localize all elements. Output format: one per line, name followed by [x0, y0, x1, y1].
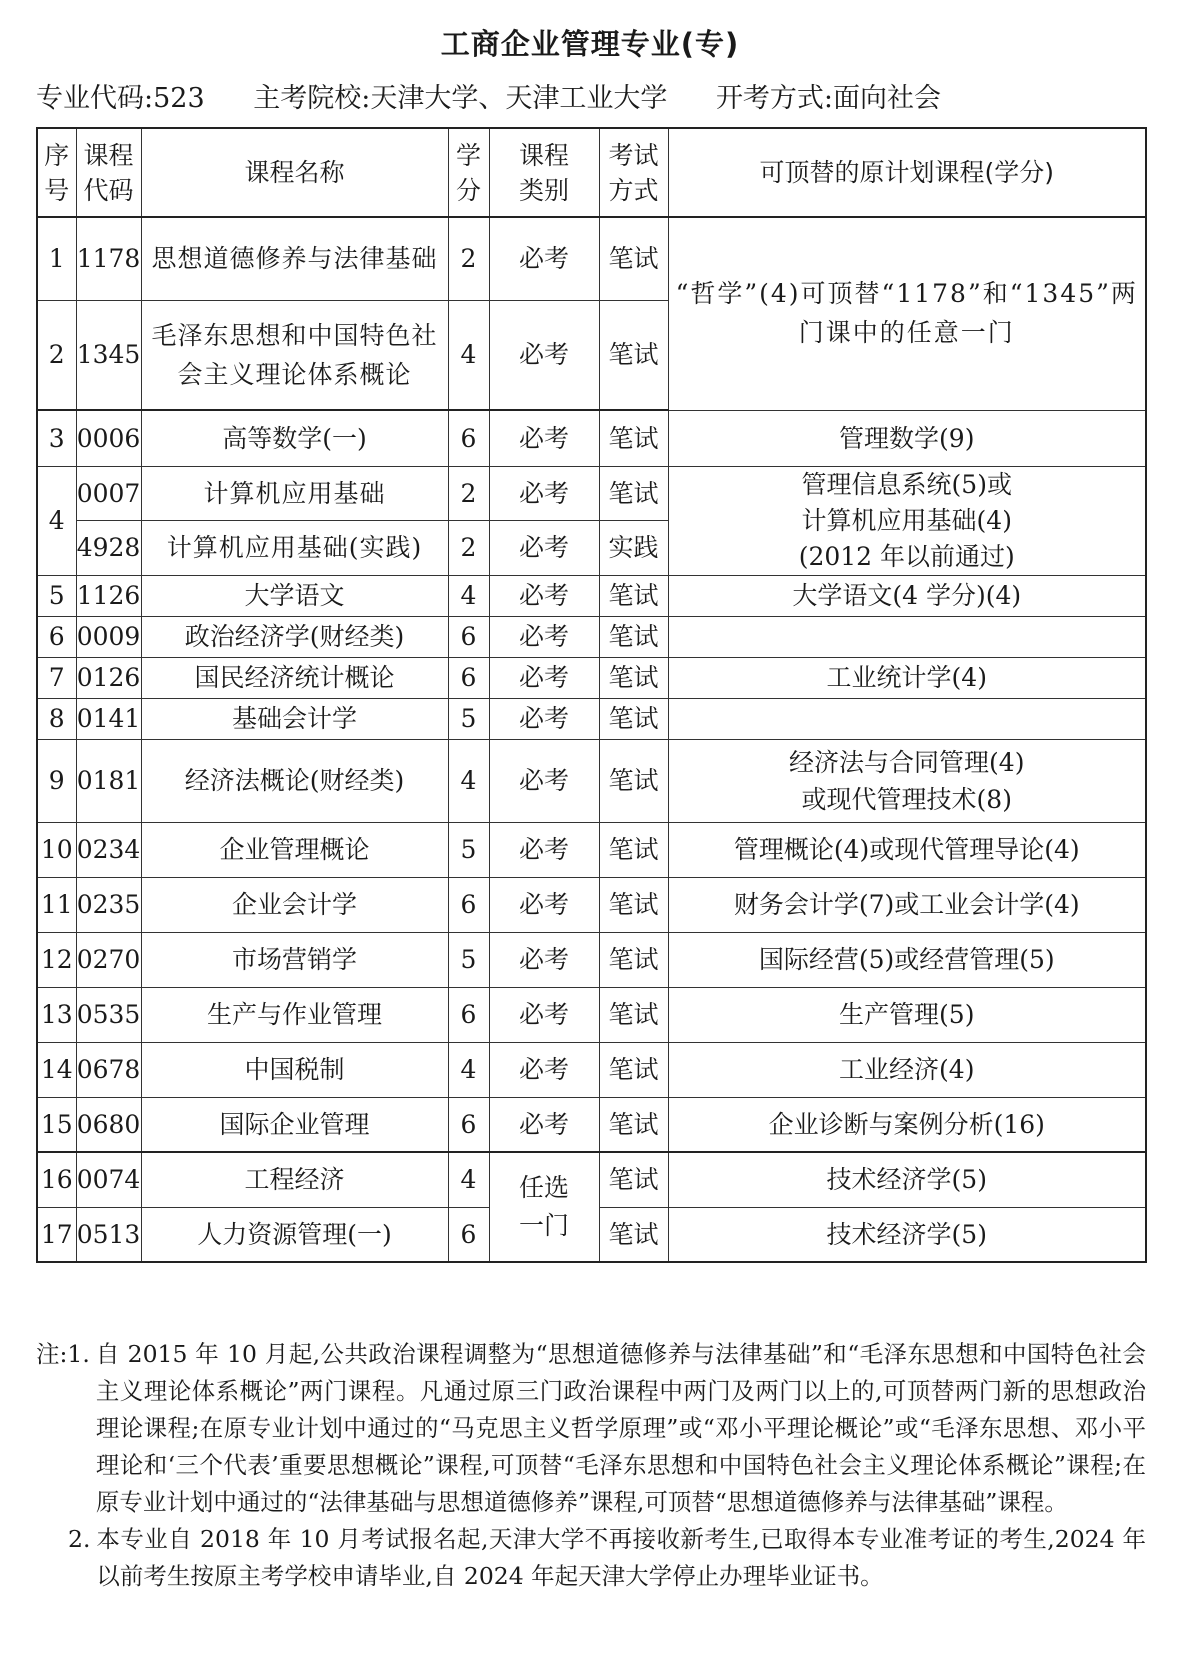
cell-name: 高等数学(一) [141, 410, 448, 466]
table-row [37, 1042, 1146, 1097]
cell-replace [668, 698, 1146, 739]
cell-exam: 笔试 [599, 987, 668, 1042]
cell-no: 11 [37, 877, 76, 932]
cell-category: 必考 [489, 300, 599, 410]
cell-no: 1 [37, 217, 76, 300]
table-row [37, 739, 1146, 822]
header-name: 课程名称 [141, 128, 448, 217]
cell-code: 0181 [76, 739, 141, 822]
cell-category: 必考 [489, 739, 599, 822]
major-code: 专业代码:523 [36, 83, 205, 114]
cell-credit: 5 [448, 822, 489, 877]
cell-name: 国际企业管理 [141, 1097, 448, 1152]
cell-replace: “哲学”(4)可顶替“1178”和“1345”两门课中的任意一门 [668, 217, 1146, 410]
cell-name: 计算机应用基础(实践) [141, 520, 448, 575]
cell-name: 经济法概论(财经类) [141, 739, 448, 822]
cell-code: 0126 [76, 657, 141, 698]
table-row [37, 575, 1146, 616]
cell-name: 毛泽东思想和中国特色社会主义理论体系概论 [141, 300, 448, 410]
cell-code: 0141 [76, 698, 141, 739]
cell-code: 0513 [76, 1207, 141, 1262]
cell-credit: 6 [448, 877, 489, 932]
cell-category: 必考 [489, 410, 599, 466]
cell-code: 1345 [76, 300, 141, 410]
cell-replace: 国际经营(5)或经营管理(5) [668, 932, 1146, 987]
cell-replace: 生产管理(5) [668, 987, 1146, 1042]
cell-category: 必考 [489, 987, 599, 1042]
cell-no: 4 [37, 466, 76, 575]
table-row [37, 1152, 1146, 1207]
cell-name: 企业会计学 [141, 877, 448, 932]
cell-no: 13 [37, 987, 76, 1042]
exam-mode: 开考方式:面向社会 [715, 83, 942, 114]
table-header-row [37, 128, 1146, 217]
cell-no: 10 [37, 822, 76, 877]
cell-name: 国民经济统计概论 [141, 657, 448, 698]
cell-replace: 管理数学(9) [668, 410, 1146, 466]
notes [36, 1336, 1146, 1595]
cell-no: 17 [37, 1207, 76, 1262]
cell-category: 必考 [489, 822, 599, 877]
cell-no: 2 [37, 300, 76, 410]
cell-category: 必考 [489, 520, 599, 575]
table-row [37, 877, 1146, 932]
cell-category: 必考 [489, 616, 599, 657]
cell-code: 0007 [76, 466, 141, 520]
cell-exam: 笔试 [599, 616, 668, 657]
table-row [37, 932, 1146, 987]
cell-credit: 4 [448, 1152, 489, 1207]
cell-credit: 2 [448, 466, 489, 520]
note-2 [68, 1521, 1146, 1595]
header-replace: 可顶替的原计划课程(学分) [668, 128, 1146, 217]
cell-exam: 笔试 [599, 657, 668, 698]
table-row [37, 698, 1146, 739]
header-credit: 学 分 [448, 128, 489, 217]
cell-credit: 6 [448, 1097, 489, 1152]
cell-code: 0680 [76, 1097, 141, 1152]
note-1-text: 自 2015 年 10 月起,公共政治课程调整为“思想道德修养与法律基础”和“毛泽东思想和中国特色社会主义理论体系概论”两门课程。凡通过原三门政治课程中两门及两门以上的,可顶替两门新的思想政治理论课程;在原专业计划中通过的“马克思主义哲学原理”或“邓小平理论概论”或“毛泽东思想、邓小平理论和‘三个代表’重要思想概论”课程,可顶替“毛泽东思想和中国特色社会主义理论体系概论”课程;在原专业计划中通过的“法律基础与思想道德修养”课程,可顶替“思想道德修养与法律基础”课程。 [95, 1340, 1146, 1516]
cell-no: 9 [37, 739, 76, 822]
cell-name: 市场营销学 [141, 932, 448, 987]
cell-no: 5 [37, 575, 76, 616]
cell-category: 必考 [489, 932, 599, 987]
cell-credit: 4 [448, 575, 489, 616]
cell-exam: 笔试 [599, 466, 668, 520]
cell-exam: 笔试 [599, 1097, 668, 1152]
cell-credit: 6 [448, 657, 489, 698]
cell-exam: 笔试 [599, 822, 668, 877]
table-row [37, 987, 1146, 1042]
cell-replace: 工业经济(4) [668, 1042, 1146, 1097]
cell-exam: 笔试 [599, 217, 668, 300]
table-row [37, 822, 1146, 877]
cell-no: 6 [37, 616, 76, 657]
cell-name: 中国税制 [141, 1042, 448, 1097]
cell-credit: 4 [448, 739, 489, 822]
cell-replace: 工业统计学(4) [668, 657, 1146, 698]
cell-no: 8 [37, 698, 76, 739]
table-row [37, 466, 1146, 520]
note-2-label: 2. [68, 1525, 91, 1553]
cell-name: 工程经济 [141, 1152, 448, 1207]
cell-replace: 管理信息系统(5)或 计算机应用基础(4) (2012 年以前通过) [668, 466, 1146, 575]
cell-credit: 6 [448, 616, 489, 657]
table-row [37, 657, 1146, 698]
cell-replace: 大学语文(4 学分)(4) [668, 575, 1146, 616]
note-1 [36, 1336, 1146, 1521]
header-no: 序 号 [37, 128, 76, 217]
cell-no: 16 [37, 1152, 76, 1207]
cell-code: 0006 [76, 410, 141, 466]
header-code: 课程 代码 [76, 128, 141, 217]
cell-no: 12 [37, 932, 76, 987]
cell-name: 大学语文 [141, 575, 448, 616]
table-row [37, 217, 1146, 300]
cell-exam: 笔试 [599, 932, 668, 987]
cell-replace: 财务会计学(7)或工业会计学(4) [668, 877, 1146, 932]
header-category: 课程 类别 [489, 128, 599, 217]
page-title: 工商企业管理专业(专) [440, 27, 740, 61]
course-table [36, 127, 1147, 1263]
cell-exam: 笔试 [599, 410, 668, 466]
cell-exam: 笔试 [599, 877, 668, 932]
cell-category: 必考 [489, 657, 599, 698]
cell-exam: 笔试 [599, 575, 668, 616]
table-row [37, 616, 1146, 657]
cell-name: 政治经济学(财经类) [141, 616, 448, 657]
cell-code: 0535 [76, 987, 141, 1042]
cell-exam: 笔试 [599, 739, 668, 822]
cell-category: 必考 [489, 877, 599, 932]
cell-code: 1178 [76, 217, 141, 300]
cell-code: 1126 [76, 575, 141, 616]
cell-code: 0009 [76, 616, 141, 657]
cell-code: 4928 [76, 520, 141, 575]
cell-exam: 笔试 [599, 1152, 668, 1207]
cell-no: 3 [37, 410, 76, 466]
cell-replace: 经济法与合同管理(4) 或现代管理技术(8) [668, 739, 1146, 822]
cell-code: 0234 [76, 822, 141, 877]
cell-exam: 笔试 [599, 300, 668, 410]
cell-exam: 实践 [599, 520, 668, 575]
header-exam: 考试 方式 [599, 128, 668, 217]
cell-credit: 5 [448, 698, 489, 739]
cell-category: 必考 [489, 575, 599, 616]
cell-credit: 2 [448, 520, 489, 575]
cell-name: 生产与作业管理 [141, 987, 448, 1042]
cell-exam: 笔试 [599, 1042, 668, 1097]
cell-category: 必考 [489, 1097, 599, 1152]
note-2-text: 本专业自 2018 年 10 月考试报名起,天津大学不再接收新考生,已取得本专业准考证的考生,2024 年以前考生按原主考学校申请毕业,自 2024 年起天津大学停止办理毕业证书。 [96, 1525, 1146, 1590]
cell-name: 计算机应用基础 [141, 466, 448, 520]
cell-credit: 2 [448, 217, 489, 300]
table-row [37, 1097, 1146, 1152]
cell-credit: 5 [448, 932, 489, 987]
major-meta [36, 76, 981, 115]
cell-name: 基础会计学 [141, 698, 448, 739]
table-row [37, 410, 1146, 466]
cell-no: 7 [37, 657, 76, 698]
cell-category: 任选一门 [489, 1152, 599, 1262]
cell-code: 0678 [76, 1042, 141, 1097]
note-label: 注:1. [36, 1340, 90, 1368]
cell-replace: 企业诊断与案例分析(16) [668, 1097, 1146, 1152]
cell-credit: 6 [448, 410, 489, 466]
cell-code: 0235 [76, 877, 141, 932]
cell-credit: 4 [448, 300, 489, 410]
cell-code: 0074 [76, 1152, 141, 1207]
cell-name: 人力资源管理(一) [141, 1207, 448, 1262]
cell-exam: 笔试 [599, 1207, 668, 1262]
cell-no: 14 [37, 1042, 76, 1097]
cell-no: 15 [37, 1097, 76, 1152]
cell-category: 必考 [489, 698, 599, 739]
cell-category: 必考 [489, 217, 599, 300]
cell-replace: 技术经济学(5) [668, 1152, 1146, 1207]
cell-replace [668, 616, 1146, 657]
cell-exam: 笔试 [599, 698, 668, 739]
cell-category: 必考 [489, 1042, 599, 1097]
cell-name: 企业管理概论 [141, 822, 448, 877]
cell-name: 思想道德修养与法律基础 [141, 217, 448, 300]
cell-credit: 6 [448, 987, 489, 1042]
cell-replace: 技术经济学(5) [668, 1207, 1146, 1262]
cell-replace: 管理概论(4)或现代管理导论(4) [668, 822, 1146, 877]
cell-credit: 6 [448, 1207, 489, 1262]
cell-credit: 4 [448, 1042, 489, 1097]
cell-code: 0270 [76, 932, 141, 987]
cell-category: 必考 [489, 466, 599, 520]
exam-schools: 主考院校:天津大学、天津工业大学 [253, 83, 668, 114]
